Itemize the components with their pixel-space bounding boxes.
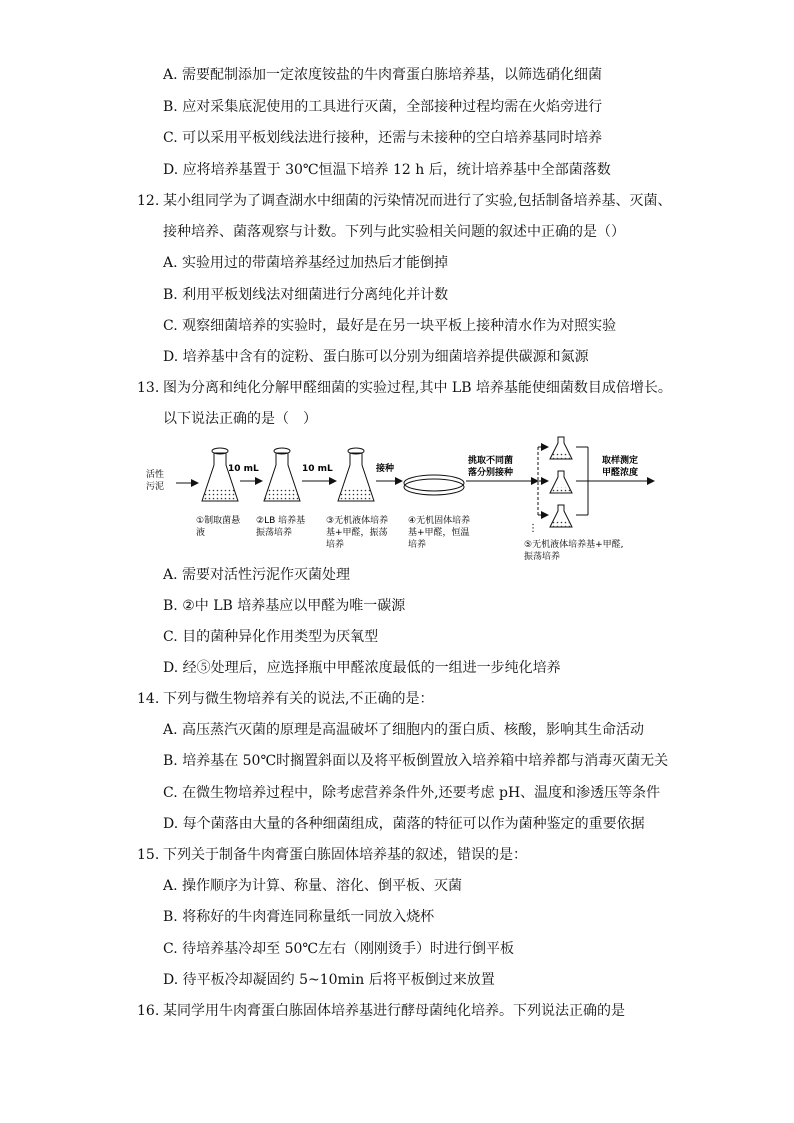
q11-option-a: A. 需要配制添加一定浓度铵盐的牛肉膏蛋白胨培养基，以筛选硝化细菌 [163, 67, 603, 83]
q12-stem [137, 192, 671, 210]
q13-stem-line1: 图为分离和纯化分解甲醛细菌的实验过程,其中 LB 培养基能使细菌数目成倍增长。 [163, 380, 672, 396]
q15-option-c: C. 待培养基冷却至 50℃左右（刚刚烫手）时进行倒平板 [163, 941, 515, 957]
step3-caption-1: ③无机液体培养 [326, 516, 389, 526]
q12-option-b: B. 利用平板划线法对细菌进行分离纯化并计数 [163, 287, 449, 303]
arrow1-label: 10 mL [228, 464, 259, 474]
question-number: 16. [137, 1003, 160, 1019]
q12-option-c: C. 观察细菌培养的实验时，最好是在另一块平板上接种清水作为对照实验 [163, 318, 617, 334]
q13-option-a: A. 需要对活性污泥作灭菌处理 [163, 567, 351, 583]
flask-3-icon [338, 448, 374, 501]
q13-option-d: D. 经⑤处理后，应选择瓶中甲醛浓度最低的一组进一步纯化培养 [163, 660, 561, 676]
step4-caption-3: 培养 [408, 540, 427, 550]
experiment-flow-diagram [140, 433, 660, 563]
q14-stem [137, 690, 433, 708]
step4-caption-2: 基+甲醛，恒温 [408, 528, 470, 538]
source-label-2: 污泥 [146, 482, 165, 492]
arrow5-label-2: 甲醛浓度 [602, 468, 639, 478]
flask-1-icon [202, 448, 238, 501]
q12-stem-line2: 接种培养、菌落观察与计数。下列与此实验相关问题的叙述中正确的是（） [163, 224, 625, 240]
step2-caption-2: 振荡培养 [256, 528, 293, 538]
q14-option-a: A. 高压蒸汽灭菌的原理是高温破坏了细胞内的蛋白质、核酸，影响其生命活动 [163, 722, 645, 738]
q15-stem-text: 下列关于制备牛肉膏蛋白胨固体培养基的叙述，错误的是： [163, 847, 527, 863]
source-label-1: 活性 [146, 470, 165, 480]
step1-caption-1: ①制取菌悬 [196, 516, 241, 526]
step5-caption-2: 振荡培养 [524, 552, 561, 562]
q16-stem-text: 某同学用牛肉膏蛋白胨固体培养基进行酵母菌纯化培养。下列说法正确的是 [163, 1003, 625, 1019]
step3-caption-3: 培养 [326, 540, 345, 550]
q12-stem-line1: 某小组同学为了调查湖水中细菌的污染情况而进行了实验,包括制备培养基、灭菌、 [163, 193, 672, 209]
arrow3-label: 接种 [376, 464, 395, 474]
q14-option-c: C. 在微生物培养过程中，除考虑营养条件外,还要考虑 pH、温度和渗透压等条件 [163, 785, 661, 801]
q13-option-b: B. ②中 LB 培养基应以甲醛为唯一碳源 [163, 598, 406, 614]
q12-option-d: D. 培养基中含有的淀粉、蛋白胨可以分别为细菌培养提供碳源和氮源 [163, 349, 589, 365]
q15-stem [137, 846, 527, 864]
q11-option-d: D. 应将培养基置于 30℃恒温下培养 12 h 后，统计培养基中全部菌落数 [163, 162, 611, 178]
q13-option-c: C. 目的菌种异化作用类型为厌氧型 [163, 629, 379, 645]
arrow4-label-1: 挑取不同菌 [468, 456, 514, 466]
question-number: 13. [137, 380, 160, 396]
arrow4-label-2: 落分别接种 [468, 468, 514, 478]
flask-5c-icon [550, 505, 572, 527]
q11-option-c: C. 可以采用平板划线法进行接种，还需与未接种的空白培养基同时培养 [163, 130, 603, 146]
q15-option-d: D. 待平板冷却凝固约 5~10min 后将平板倒过来放置 [163, 972, 495, 988]
q12-option-a: A. 实验用过的带菌培养基经过加热后才能倒掉 [163, 255, 449, 271]
step4-caption-1: ④无机固体培养 [408, 516, 471, 526]
arrow2-label: 10 mL [302, 464, 333, 474]
flask-2-icon [264, 448, 300, 501]
flask-5b-icon [550, 471, 572, 493]
q14-option-d: D. 每个菌落由大量的各种细菌组成，菌落的特征可以作为菌种鉴定的重要依据 [163, 816, 645, 832]
q13-stem-line2: 以下说法正确的是（ ） [163, 411, 317, 427]
step5-caption-1: ⑤无机液体培养基+甲醛, [524, 540, 624, 550]
q16-stem [137, 1002, 625, 1020]
step1-caption-2: 液 [196, 528, 206, 538]
step2-caption-1: ②LB 培养基 [256, 516, 306, 526]
flask-5a-icon [550, 437, 572, 459]
question-number: 12. [137, 193, 160, 209]
q14-option-b: B. 培养基在 50℃时搁置斜面以及将平板倒置放入培养箱中培养都与消毒灭菌无关 [163, 753, 669, 769]
q15-option-a: A. 操作顺序为计算、称量、溶化、倒平板、灭菌 [163, 878, 463, 894]
ellipsis-dots: ⋮ [528, 523, 538, 534]
q11-option-b: B. 应对采集底泥使用的工具进行灭菌，全部接种过程均需在火焰旁进行 [163, 99, 603, 115]
q13-stem [137, 379, 672, 397]
step3-caption-2: 基+甲醛，振荡 [326, 528, 388, 538]
q14-stem-text: 下列与微生物培养有关的说法,不正确的是： [163, 691, 434, 707]
question-number: 14. [137, 691, 160, 707]
q15-option-b: B. 将称好的牛肉膏连同称量纸一同放入烧杯 [163, 909, 435, 925]
arrow5-label-1: 取样测定 [602, 456, 639, 466]
petri-dish-icon [404, 475, 464, 495]
question-number: 15. [137, 847, 160, 863]
